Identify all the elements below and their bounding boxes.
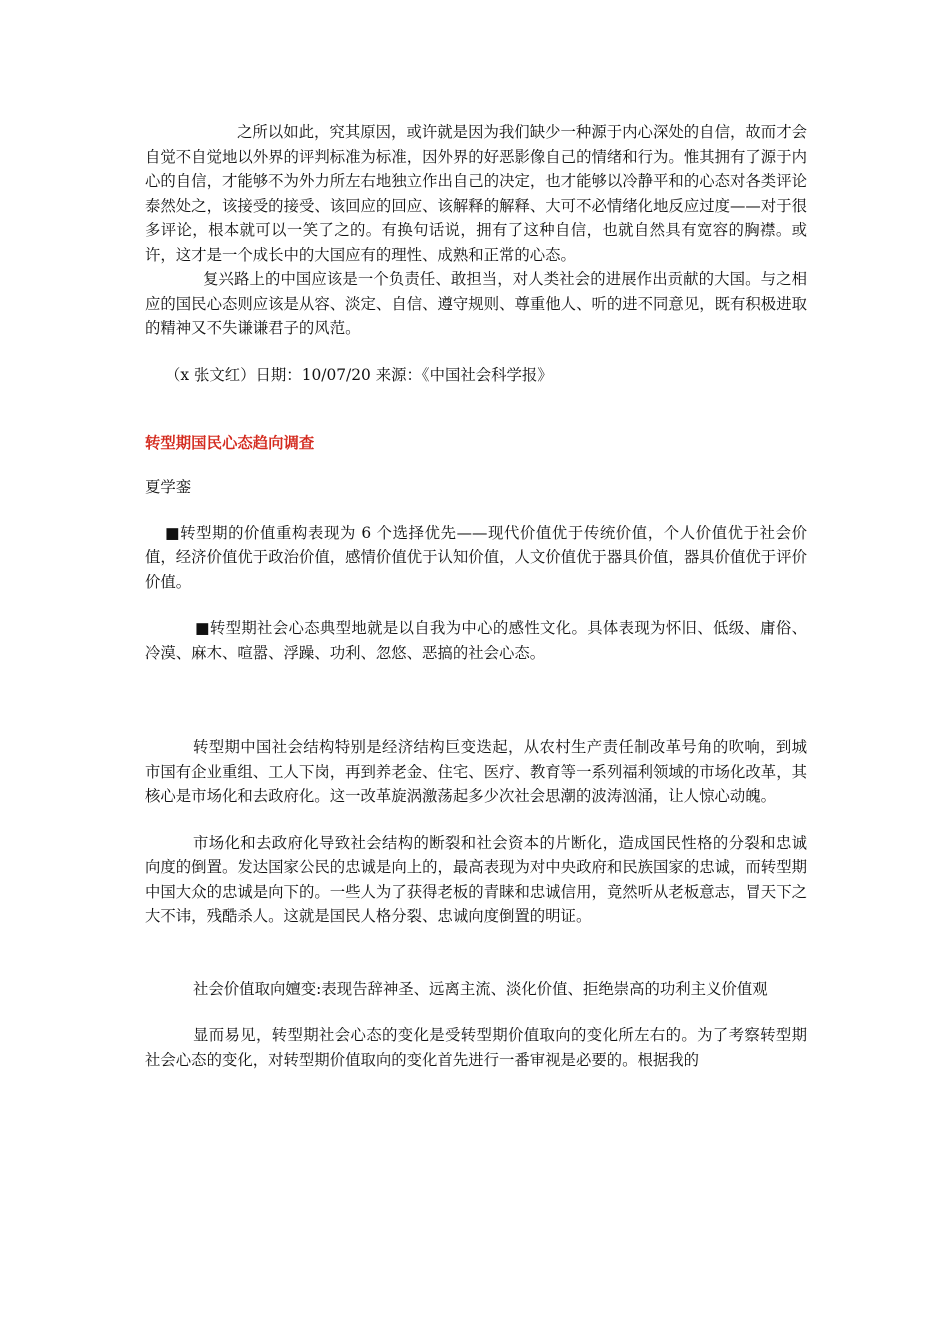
author-name: 夏学銮	[145, 477, 192, 496]
section-subheading: 社会价值取向嬗变:表现告辞神圣、远离主流、淡化价值、拒绝崇高的功利主义价值观	[193, 979, 768, 998]
source-line: （x 张文红）日期：10/07/20 来源：《中国社会科学报》	[165, 365, 553, 384]
summary-point-1: ■转型期的价值重构表现为 6 个选择优先——现代价值优于传统价值，个人价值优于社会价值，经济价值优于政治价值，感情价值优于认知价值，人文价值优于器具价值，器具价值优于评价价值。	[145, 523, 807, 591]
body-paragraph-1: 转型期中国社会结构特别是经济结构巨变迭起，从农村生产责任制改革号角的吹响，到城市国有企业重组、工人下岗，再到养老金、住宅、医疗、教育等一系列福利领域的市场化改革，其核心是市场化和去政府化。这一改革旋涡激荡起多少次社会思潮的波涛汹涌，让人惊心动魄。	[145, 738, 807, 805]
body-paragraph-2: 市场化和去政府化导致社会结构的断裂和社会资本的片断化，造成国民性格的分裂和忠诚向度的倒置。发达国家公民的忠诚是向上的，最高表现为对中央政府和民族国家的忠诚，而转型期中国大众的忠诚是向下的。一些人为了获得老板的青睐和忠诚信用，竟然听从老板意志，冒天下之大不讳，残酷杀人。这就是国民人格分裂、忠诚向度倒置的明证。	[145, 833, 807, 925]
article-title: 转型期国民心态趋向调查	[145, 433, 315, 452]
body-paragraph-3: 显而易见，转型期社会心态的变化是受转型期价值取向的变化所左右的。为了考察转型期社会心态的变化，对转型期价值取向的变化首先进行一番审视是必要的。根据我的	[145, 1026, 807, 1069]
document-page	[145, 120, 807, 1072]
paragraph-revival: 复兴路上的中国应该是一个负责任、敢担当，对人类社会的进展作出贡献的大国。与之相应的国民心态则应该是从容、淡定、自信、遵守规则、尊重他人、听的进不同意见，既有积极进取的精神又不失谦谦君子的风范。	[145, 270, 807, 337]
summary-point-2: ■转型期社会心态典型地就是以自我为中心的感性文化。具体表现为怀旧、低级、庸俗、冷漠、麻木、喧嚣、浮躁、功利、忽悠、恶搞的社会心态。	[145, 619, 807, 662]
paragraph-confidence: 之所以如此，究其原因，或许就是因为我们缺少一种源于内心深处的自信，故而才会自觉不自觉地以外界的评判标准为标准，因外界的好恶影像自己的情绪和行为。惟其拥有了源于内心的自信，才能够不为外力所左右地独立作出自己的决定，也才能够以冷静平和的心态对各类评论泰然处之，该接受的接受、该回应的回应、该解释的解释、大可不必情绪化地反应过度——对于很多评论，根本就可以一笑了之的。有换句话说，拥有了这种自信，也就自然具有宽容的胸襟。或许，这才是一个成长中的大国应有的理性、成熟和正常的心态。	[145, 123, 807, 264]
